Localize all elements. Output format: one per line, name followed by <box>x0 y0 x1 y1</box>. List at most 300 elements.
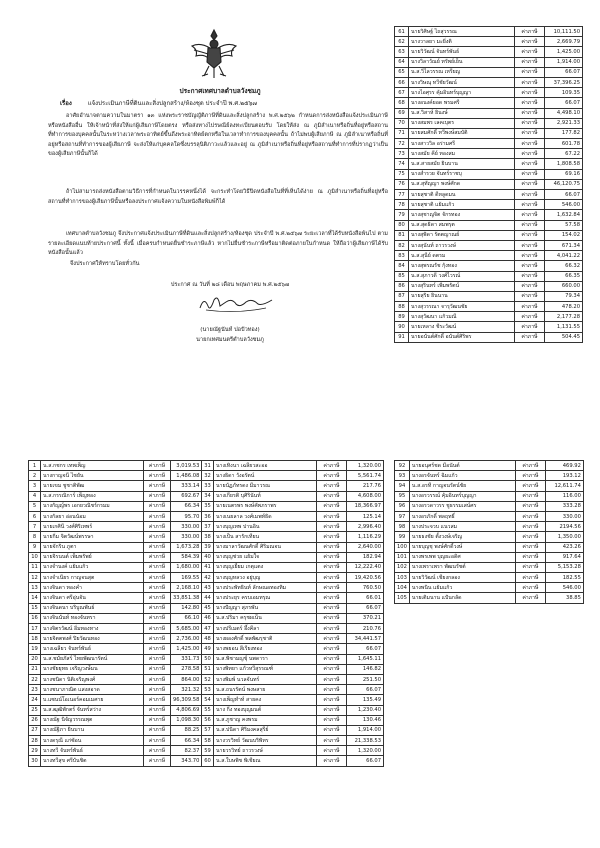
row-number: 30 <box>29 756 41 766</box>
tax-amount: 146.82 <box>347 664 384 674</box>
tax-amount: 5,153.28 <box>545 562 583 572</box>
tax-amount: 66.07 <box>545 67 583 77</box>
table-row <box>202 725 384 735</box>
taxpayer-name: นางสุรินทร์ เพิ่มพรัตน์ <box>409 281 515 291</box>
row-number: 25 <box>29 705 41 715</box>
table-row <box>395 37 583 47</box>
row-number: 91 <box>395 332 409 342</box>
table-row <box>202 746 384 756</box>
tax-label: ค่าภาษี <box>144 511 171 521</box>
tax-amount: 109.35 <box>545 88 583 98</box>
tax-label: ค่าภาษี <box>317 573 347 583</box>
table-row <box>29 654 202 664</box>
taxpayer-name: นางปัญญา สุภรพัน <box>214 603 317 613</box>
taxpayer-name: นายสุชาติ ดีหลูดมน <box>409 190 515 200</box>
tax-amount: 1,914.00 <box>545 57 583 67</box>
table-row <box>202 552 384 562</box>
taxpayer-name: นางพนิน แย้มแก้ว <box>409 583 515 593</box>
row-number: 50 <box>202 654 214 664</box>
tax-amount: 66.07 <box>347 603 384 613</box>
tax-amount: 660.00 <box>545 281 583 291</box>
tax-label: ค่าภาษี <box>515 190 545 200</box>
taxpayer-name: นางอนงค์ยอด พรมศรี <box>409 98 515 108</box>
tax-label: ค่าภาษี <box>144 491 171 501</box>
table-row <box>29 603 202 613</box>
taxpayer-name: นางจิตรวัฒน์ อิ่มทองทาง <box>41 624 144 634</box>
table-row <box>395 108 583 118</box>
taxpayer-name: นายเติมนาน แป้นกลัด <box>409 593 515 603</box>
tax-label: ค่าภาษี <box>144 725 171 735</box>
tax-amount: 333.28 <box>545 501 583 511</box>
tax-amount: 142.80 <box>171 603 202 613</box>
table-row <box>29 705 202 715</box>
tax-amount: 1,350.00 <box>545 532 583 542</box>
row-number: 36 <box>202 511 214 521</box>
row-number: 42 <box>202 573 214 583</box>
taxpayer-name: นางชนาภาณิต แสงสอาด <box>41 685 144 695</box>
tax-label: ค่าภาษี <box>515 461 545 471</box>
tax-label: ค่าภาษี <box>515 37 545 47</box>
table-row <box>202 542 384 552</box>
table-row <box>395 511 584 521</box>
table-row <box>202 705 384 715</box>
table-row <box>202 583 384 593</box>
row-number: 104 <box>395 583 410 593</box>
taxpayer-name: นางเป็น สารักเทียน <box>214 532 317 542</box>
row-number: 1 <box>29 461 41 471</box>
taxpayer-name: นายอนุศร์ชด มีอนันต์ <box>409 461 515 471</box>
row-number: 102 <box>395 562 410 572</box>
taxpayer-name: น.ส.ปริมา ครุชผเน็น <box>214 613 317 623</box>
table-row <box>29 756 202 766</box>
row-number: 70 <box>395 118 409 128</box>
tax-label: ค่าภาษี <box>144 613 171 623</box>
table-row <box>395 573 584 583</box>
table-row <box>395 149 583 159</box>
row-number: 29 <box>29 746 41 756</box>
tax-amount: 601.78 <box>545 139 583 149</box>
dateline: ประกาศ ณ วันที่ ๒๘ เดือน พฤษภาคม พ.ศ.๒๕๖๗ <box>170 282 290 288</box>
table-row <box>202 664 384 674</box>
taxpayer-name: นางเทิงนา เฉลียวสะออ <box>214 461 317 471</box>
tax-amount: 1,808.58 <box>545 159 583 169</box>
row-number: 82 <box>395 240 409 250</box>
table-row <box>29 725 202 735</box>
table-row <box>29 481 202 491</box>
row-number: 47 <box>202 624 214 634</box>
tax-amount: 1,680.00 <box>171 562 202 572</box>
table-row <box>395 57 583 67</box>
tax-label: ค่าภาษี <box>144 461 171 471</box>
taxpayer-name: นางกัญญ์พร เอกยวณิชร์กรมม <box>41 501 144 511</box>
row-number: 65 <box>395 67 409 77</box>
tax-table-top <box>394 26 583 343</box>
row-number: 100 <box>395 542 410 552</box>
table-row <box>202 644 384 654</box>
tax-amount: 671.34 <box>545 240 583 250</box>
taxpayer-name: นายเขม ชูชาติพัฒ <box>41 481 144 491</box>
taxpayer-name: นายเกศินี วงศ์ศิริเทพร์ <box>41 522 144 532</box>
row-number: 43 <box>202 583 214 593</box>
tax-label: ค่าภาษี <box>515 57 545 67</box>
taxpayer-name: น.ส.ฒุฒิพักตร์ จันทร์สว่าง <box>41 705 144 715</box>
taxpayer-name: น.ส.ภูชาญ คงพรม <box>214 715 317 725</box>
row-number: 2 <box>29 471 41 481</box>
row-number: 71 <box>395 128 409 138</box>
row-number: 27 <box>29 725 41 735</box>
taxpayer-name: นายสมศักดิ์ ทวีพงษ์สมบัติ <box>409 128 515 138</box>
tax-amount: 4,041.22 <box>545 251 583 261</box>
taxpayer-name: นายวิวัฒน์ จันทร์พันธ์ <box>409 47 515 57</box>
taxpayer-name: นางเกียรติ บุศิรินันท์ <box>214 491 317 501</box>
table-row <box>395 98 583 108</box>
row-number: 54 <box>202 695 214 705</box>
tax-label: ค่าภาษี <box>515 230 545 240</box>
tax-label: ค่าภาษี <box>515 261 545 271</box>
row-number: 22 <box>29 674 41 684</box>
row-number: 18 <box>29 634 41 644</box>
tax-label: ค่าภาษี <box>317 644 347 654</box>
taxpayer-name: นางวิลาวัณย์ ทรัพย์เย็น <box>409 57 515 67</box>
tax-label: ค่าภาษี <box>144 644 171 654</box>
tax-amount: 584.39 <box>171 552 202 562</box>
tax-amount: 5,685.00 <box>171 624 202 634</box>
table-row <box>29 511 202 521</box>
row-number: 89 <box>395 312 409 322</box>
taxpayer-name: น.ส.กรรณิการ์ เพ็ญทอง <box>41 491 144 501</box>
table-row <box>395 501 584 511</box>
table-row <box>29 736 202 746</box>
table-row <box>202 603 384 613</box>
tax-amount: 504.45 <box>545 332 583 342</box>
tax-amount: 2194.56 <box>545 522 583 532</box>
table-row <box>395 583 584 593</box>
row-number: 57 <box>202 725 214 735</box>
table-row <box>395 461 584 471</box>
table-row <box>202 573 384 583</box>
taxpayer-name: นายวรวิทย์ ถาวรวงษ์ <box>214 746 317 756</box>
taxpayer-name: นางเพ็ญทำท์ สายคง <box>214 695 317 705</box>
tax-label: ค่าภาษี <box>317 624 347 634</box>
tax-amount: 135.49 <box>347 695 384 705</box>
table-row <box>202 695 384 705</box>
tax-amount: 423.26 <box>545 542 583 552</box>
taxpayer-name: นายสุริย ยินนาน <box>409 291 515 301</box>
taxpayer-name: นางผองศักดิ์ พลพัฒรุชาติ <box>214 634 317 644</box>
row-number: 99 <box>395 532 410 542</box>
tax-label: ค่าภาษี <box>317 603 347 613</box>
row-number: 24 <box>29 695 41 705</box>
tax-label: ค่าภาษี <box>515 240 545 250</box>
taxpayer-name: นางจินดนา บริบูณพันธ์ <box>41 603 144 613</box>
taxpayer-name: นางณัฐ นิจัญวรรณพุต <box>41 715 144 725</box>
taxpayer-name: นายนัฏภัทรดง มีมาวรณ <box>214 481 317 491</box>
tax-label: ค่าภาษี <box>515 302 545 312</box>
tax-amount: 19,420.56 <box>347 573 384 583</box>
table-row <box>395 522 584 532</box>
taxpayer-name: นางชัยยุทธ เจริญวงษ์ัมน <box>41 664 144 674</box>
tax-amount: 116.00 <box>545 491 583 501</box>
table-row <box>29 471 202 481</box>
row-number: 33 <box>202 481 214 491</box>
tax-amount: 193.12 <box>545 471 583 481</box>
taxpayer-name: นางจำเนียร กาญจนสุต <box>41 573 144 583</box>
tax-label: ค่าภาษี <box>317 736 347 746</box>
tax-amount: 66.07 <box>545 98 583 108</box>
table-row <box>395 190 583 200</box>
taxpayer-name: นางสุวรรณา จารุวัฒนชัย <box>409 302 515 312</box>
tax-amount: 67.22 <box>545 149 583 159</box>
tax-label: ค่าภาษี <box>144 664 171 674</box>
taxpayer-name: น.ส.วิสาห์ ยินงษ์ <box>409 108 515 118</box>
row-number: 93 <box>395 471 410 481</box>
tax-amount: 57.58 <box>545 220 583 230</box>
taxpayer-name: นางจินนันท์ ทองจันทรา <box>41 613 144 623</box>
tax-label: ค่าภาษี <box>144 624 171 634</box>
table-row <box>29 562 202 572</box>
row-number: 66 <box>395 77 409 87</box>
table-row <box>29 695 202 705</box>
taxpayer-name: นางวาลยา มะยิ่งติ <box>409 37 515 47</box>
row-number: 97 <box>395 511 410 521</box>
row-number: 45 <box>202 603 214 613</box>
taxpayer-name: นายเนตรพร พงษ์คัพภราพร <box>214 501 317 511</box>
table-row <box>202 522 384 532</box>
tax-label: ค่าภาษี <box>317 562 347 572</box>
tax-label: ค่าภาษี <box>317 583 347 593</box>
taxpayer-name: นายธงชัย ตั้งวงษ์เจริญ <box>409 532 515 542</box>
row-number: 11 <box>29 562 41 572</box>
table-row <box>395 200 583 210</box>
table-row <box>202 501 384 511</box>
taxpayer-name: น.ส.สุภาวดี วงศ์ไวรณ์ <box>409 271 515 281</box>
taxpayer-name: น.ส.วิไลวรรณ เหรียญ <box>409 67 515 77</box>
taxpayer-name: นางอรวรรณ์ คุ้มอินทร์บุญญา <box>409 491 515 501</box>
table-row <box>395 67 583 77</box>
tax-label: ค่าภาษี <box>515 511 545 521</box>
tax-label: ค่าภาษี <box>515 67 545 77</box>
tax-amount: 4,806.69 <box>171 705 202 715</box>
taxpayer-name: น.ส.ถนรรัตน์ พงษสาย <box>214 685 317 695</box>
tax-amount: 5,561.74 <box>347 471 384 481</box>
tax-label: ค่าภาษี <box>144 674 171 684</box>
table-row <box>29 522 202 532</box>
row-number: 74 <box>395 159 409 169</box>
row-number: 49 <box>202 644 214 654</box>
tax-amount: 1,425.00 <box>545 47 583 57</box>
table-row <box>29 501 202 511</box>
tax-label: ค่าภาษี <box>515 501 545 511</box>
row-number: 9 <box>29 542 41 552</box>
tax-label: ค่าภาษี <box>515 118 545 128</box>
tax-amount: 3,019.53 <box>171 461 202 471</box>
tax-label: ค่าภาษี <box>144 552 171 562</box>
row-number: 105 <box>395 593 410 603</box>
table-row <box>395 302 583 312</box>
tax-label: ค่าภาษี <box>144 756 171 766</box>
row-number: 59 <box>202 746 214 756</box>
tax-label: ค่าภาษี <box>515 562 545 572</box>
tax-amount: 34,441.57 <box>347 634 384 644</box>
row-number: 95 <box>395 491 410 501</box>
table-row <box>395 593 584 603</box>
table-row <box>202 674 384 684</box>
tax-amount: 4,498.10 <box>545 108 583 118</box>
taxpayer-name: นางสุพิดา รัตตญาณย์ <box>409 230 515 240</box>
tax-amount: 278.58 <box>171 664 202 674</box>
tax-label: ค่าภาษี <box>317 725 347 735</box>
tax-amount: 1,632.84 <box>545 210 583 220</box>
tax-label: ค่าภาษี <box>317 461 347 471</box>
tax-amount: 125.14 <box>347 511 384 521</box>
row-number: 98 <box>395 522 410 532</box>
table-row <box>395 271 583 281</box>
table-row <box>29 593 202 603</box>
taxpayer-name: นางจินดา ศรีอุ่นจัน <box>41 593 144 603</box>
row-number: 53 <box>202 685 214 695</box>
tax-amount: 2,996.40 <box>347 522 384 532</box>
table-row <box>29 634 202 644</box>
tax-amount: 1,425.00 <box>171 644 202 654</box>
table-row <box>202 481 384 491</box>
row-number: 31 <box>202 461 214 471</box>
tax-label: ค่าภาษี <box>515 128 545 138</box>
tax-label: ค่าภาษี <box>515 593 545 603</box>
table-row <box>395 118 583 128</box>
tax-label: ค่าภาษี <box>515 220 545 230</box>
row-number: 35 <box>202 501 214 511</box>
tax-label: ค่าภาษี <box>515 332 545 342</box>
tax-label: ค่าภาษี <box>317 481 347 491</box>
tax-label: ค่าภาษี <box>317 705 347 715</box>
tax-amount: 2,669.79 <box>545 37 583 47</box>
tax-label: ค่าภาษี <box>515 481 545 491</box>
tax-amount: 66.07 <box>545 190 583 200</box>
tax-amount: 917.64 <box>545 552 583 562</box>
table-row <box>395 179 583 189</box>
tax-amount: 130.46 <box>347 715 384 725</box>
tax-label: ค่าภาษี <box>317 522 347 532</box>
table-row <box>29 491 202 501</box>
table-row <box>395 332 583 342</box>
row-number: 67 <box>395 88 409 98</box>
taxpayer-name: นางมาลาวัฒนศักดิ์ ศิริมณจน <box>214 542 317 552</box>
tax-label: ค่าภาษี <box>144 705 171 715</box>
tax-label: ค่าภาษี <box>317 471 347 481</box>
taxpayer-name: น.ส.อรที กาญจนรัตน์ชัย <box>409 481 515 491</box>
tax-label: ค่าภาษี <box>515 322 545 332</box>
tax-amount: 79.34 <box>545 291 583 301</box>
taxpayer-name: นางพรเพพ บุญยะอดิศ <box>409 552 515 562</box>
tax-amount: 1,116.29 <box>347 532 384 542</box>
row-number: 41 <box>202 562 214 572</box>
row-number: 101 <box>395 552 410 562</box>
tax-amount: 330.00 <box>171 532 202 542</box>
table-row <box>395 542 584 552</box>
table-row <box>29 613 202 623</box>
tax-amount: 182.94 <box>347 552 384 562</box>
tax-label: ค่าภาษี <box>144 471 171 481</box>
table-row <box>202 471 384 481</box>
handwritten-signature <box>196 292 276 314</box>
tax-label: ค่าภาษี <box>515 47 545 57</box>
taxpayer-name: น.ส.สุนีย์ ดตรม <box>409 251 515 261</box>
document-subject <box>60 98 380 108</box>
tax-amount: 1,486.08 <box>171 471 202 481</box>
tax-amount: 1,131.55 <box>545 322 583 332</box>
tax-amount: 66.07 <box>347 685 384 695</box>
taxpayer-name: น.ส.สายสมัย ยินบาน <box>409 159 515 169</box>
row-number: 52 <box>202 674 214 684</box>
taxpayer-name: นางณัฐิภา ยินบาน <box>41 725 144 735</box>
tax-amount: 95.70 <box>171 511 202 521</box>
tax-label: ค่าภาษี <box>515 583 545 593</box>
tax-label: ค่าภาษี <box>317 491 347 501</box>
taxpayer-name: นางบุญเทพ ปานอิน <box>214 522 317 532</box>
tax-label: ค่าภาษี <box>144 746 171 756</box>
row-number: 12 <box>29 573 41 583</box>
table-row <box>395 128 583 138</box>
tax-label: ค่าภาษี <box>317 552 347 562</box>
table-row <box>29 664 202 674</box>
taxpayer-name: นางอรจันทร์ ฉิมแก้ว <box>409 471 515 481</box>
tax-label: ค่าภาษี <box>515 77 545 87</box>
tax-amount: 69.16 <box>545 169 583 179</box>
table-row <box>202 654 384 664</box>
tax-amount: 330.00 <box>545 511 583 521</box>
table-row <box>395 139 583 149</box>
tax-amount: 2,177.28 <box>545 312 583 322</box>
tax-amount: 1,098.30 <box>171 715 202 725</box>
row-number: 90 <box>395 322 409 332</box>
table-row <box>395 220 583 230</box>
tax-label: ค่าภาษี <box>317 685 347 695</box>
tax-amount: 82.37 <box>171 746 202 756</box>
tax-amount: 251.50 <box>347 674 384 684</box>
table-row <box>395 552 584 562</box>
row-number: 69 <box>395 108 409 118</box>
taxpayer-name: น.ส.กชกร เทพเพ็ญ <box>41 461 144 471</box>
taxpayer-name: นายสุชาติ แย้มแก้ว <box>409 200 515 210</box>
row-number: 84 <box>395 261 409 271</box>
table-row <box>395 210 583 220</box>
taxpayer-name: นางสาววิล อร่ามศรี <box>409 139 515 149</box>
tax-label: ค่าภาษี <box>317 593 347 603</box>
tax-amount: 2,168.10 <box>171 583 202 593</box>
tax-label: ค่าภาษี <box>515 251 545 261</box>
tax-label: ค่าภาษี <box>515 200 545 210</box>
table-row <box>29 461 202 471</box>
tax-label: ค่าภาษี <box>144 522 171 532</box>
tax-label: ค่าภาษี <box>515 271 545 281</box>
tax-label: ค่าภาษี <box>515 149 545 159</box>
tax-label: ค่าภาษี <box>515 210 545 220</box>
tax-label: ค่าภาษี <box>515 98 545 108</box>
tax-label: ค่าภาษี <box>144 532 171 542</box>
taxpayer-name: นางประพัทธินท์ ลักษณอทองทิม <box>214 583 317 593</box>
row-number: 48 <box>202 634 214 644</box>
tax-label: ค่าภาษี <box>144 501 171 511</box>
taxpayer-name: น.ส.ใบษพิช พิเชียณ <box>214 756 317 766</box>
tax-amount: 469.92 <box>545 461 583 471</box>
table-row <box>29 746 202 756</box>
tax-label: ค่าภาษี <box>515 169 545 179</box>
tax-amount: 66.32 <box>545 261 583 271</box>
row-number: 38 <box>202 532 214 542</box>
table-row <box>202 461 384 471</box>
tax-amount: 321.32 <box>171 685 202 695</box>
taxpayer-name: นางอรวดาวรร ชูธรรมเสน์ศร <box>409 501 515 511</box>
